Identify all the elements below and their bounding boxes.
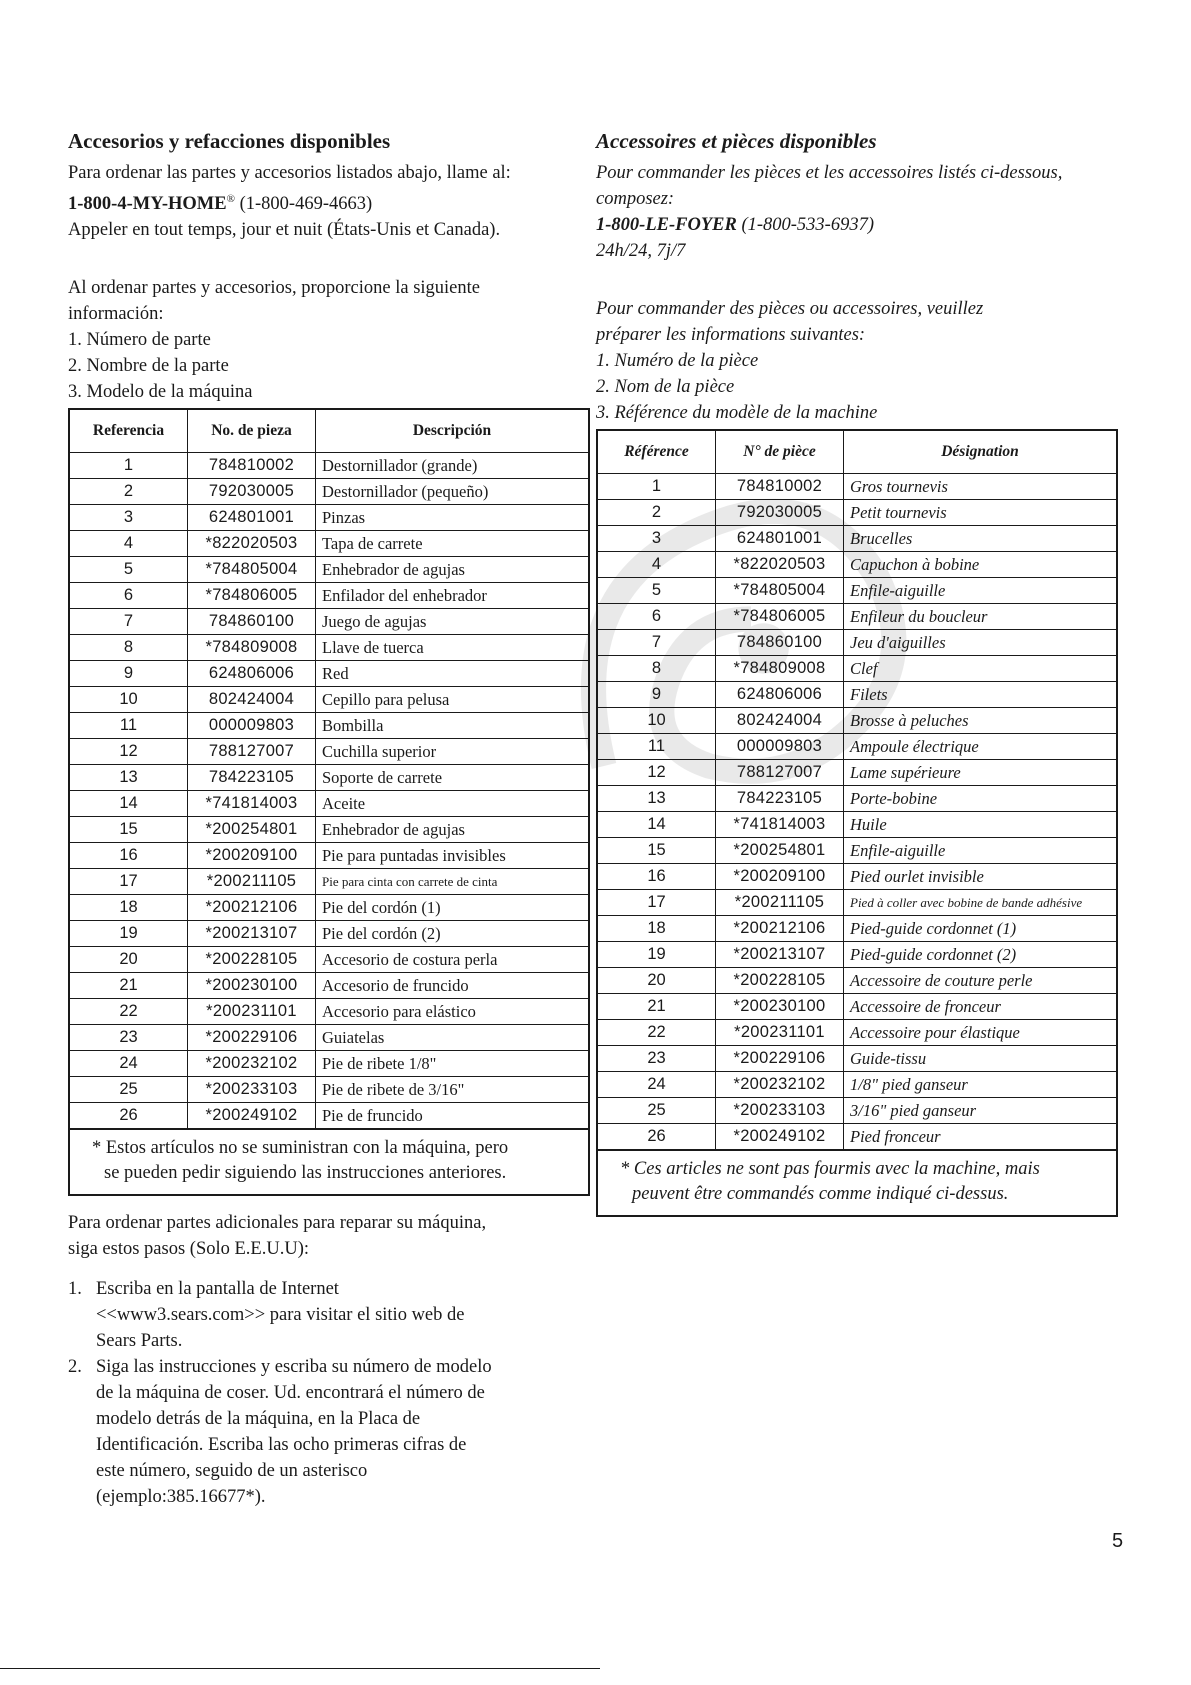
row-part-number: 624806006 — [716, 682, 844, 708]
table-row — [69, 479, 589, 505]
row-description: Guide-tissu — [844, 1046, 1118, 1072]
step-line: este número, seguido de un asterisco — [96, 1461, 368, 1482]
row-part-number: *200233103 — [716, 1098, 844, 1124]
table-row — [69, 635, 589, 661]
row-part-number: *784805004 — [716, 578, 844, 604]
row-part-number: *200233103 — [188, 1077, 316, 1103]
table-row — [69, 609, 589, 635]
row-part-number: *200230100 — [188, 973, 316, 999]
table-row — [597, 760, 1117, 786]
row-part-number: *200232102 — [716, 1072, 844, 1098]
right-order-line-1: Pour commander les pièces et les accessoires listés ci-dessous, — [596, 163, 1063, 183]
row-reference: 9 — [69, 661, 188, 687]
right-note — [596, 1151, 1118, 1217]
row-description: Cepillo para pelusa — [316, 687, 590, 713]
row-description: Pied ourlet invisible — [844, 864, 1118, 890]
row-description: Pie de ribete de 3/16" — [316, 1077, 590, 1103]
row-part-number: 624806006 — [188, 661, 316, 687]
table-row — [69, 1051, 589, 1077]
row-reference: 4 — [69, 531, 188, 557]
row-reference: 7 — [597, 630, 716, 656]
right-info-item: 1. Numéro de la pièce — [596, 351, 759, 371]
left-note — [68, 1130, 590, 1196]
row-reference: 20 — [597, 968, 716, 994]
steps-list — [68, 1276, 588, 1510]
row-part-number: *200254801 — [716, 838, 844, 864]
right-hours: 24h/24, 7j/7 — [596, 241, 686, 261]
table-row — [69, 947, 589, 973]
row-description: Pie de fruncido — [316, 1103, 590, 1130]
row-part-number: *200229106 — [188, 1025, 316, 1051]
table-row — [69, 1025, 589, 1051]
row-reference: 10 — [597, 708, 716, 734]
row-reference: 15 — [69, 817, 188, 843]
row-part-number: *784809008 — [188, 635, 316, 661]
row-description: Capuchon à bobine — [844, 552, 1118, 578]
left-table-body — [69, 453, 589, 1130]
row-reference: 12 — [597, 760, 716, 786]
row-reference: 11 — [69, 713, 188, 739]
right-info-intro-1: Pour commander des pièces ou accessoires, veuillez — [596, 299, 984, 319]
row-part-number: *200231101 — [188, 999, 316, 1025]
table-row — [597, 942, 1117, 968]
table-row — [597, 552, 1117, 578]
row-description: Brucelles — [844, 526, 1118, 552]
row-reference: 20 — [69, 947, 188, 973]
row-reference: 19 — [597, 942, 716, 968]
right-table-body — [597, 474, 1117, 1151]
left-info-item: 1. Número de parte — [68, 330, 211, 351]
row-description: Bombilla — [316, 713, 590, 739]
left-note-line-2: se pueden pedir siguiendo las instrucciones anteriores. — [104, 1163, 507, 1184]
row-description: Cuchilla superior — [316, 739, 590, 765]
left-phone-number: 1-800-4-MY-HOME — [68, 194, 227, 215]
row-part-number: *822020503 — [716, 552, 844, 578]
row-reference: 22 — [597, 1020, 716, 1046]
row-reference: 26 — [69, 1103, 188, 1130]
row-reference: 25 — [597, 1098, 716, 1124]
step-line: Siga las instrucciones y escriba su número de modelo — [96, 1357, 492, 1378]
row-reference: 13 — [69, 765, 188, 791]
table-row — [69, 557, 589, 583]
row-part-number: *784805004 — [188, 557, 316, 583]
row-description: Accessoire de fronceur — [844, 994, 1118, 1020]
row-description: Enfile-aiguille — [844, 838, 1118, 864]
row-part-number: *822020503 — [188, 531, 316, 557]
table-header: Désignation — [844, 430, 1118, 474]
table-row — [597, 708, 1117, 734]
row-reference: 17 — [69, 869, 188, 895]
table-row — [597, 656, 1117, 682]
row-description: Filets — [844, 682, 1118, 708]
row-description: Enfileur du boucleur — [844, 604, 1118, 630]
row-part-number: *200228105 — [188, 947, 316, 973]
right-phone-line — [596, 212, 1116, 238]
row-description: Pie para cinta con carrete de cinta — [316, 869, 590, 895]
left-info-item: 3. Modelo de la máquina — [68, 382, 253, 403]
right-info-intro-2: préparer les informations suivantes: — [596, 325, 866, 345]
table-header: Referencia — [69, 409, 188, 453]
row-description: Huile — [844, 812, 1118, 838]
steps-intro-2: siga estos pasos (Solo E.E.U.U): — [68, 1239, 309, 1260]
row-reference: 5 — [69, 557, 188, 583]
row-description: Clef — [844, 656, 1118, 682]
table-header: Descripción — [316, 409, 590, 453]
left-heading: Accesorios y refacciones disponibles — [68, 129, 391, 153]
row-reference: 6 — [597, 604, 716, 630]
right-info-item: 3. Référence du modèle de la machine — [596, 403, 878, 423]
row-description: Pied fronceur — [844, 1124, 1118, 1151]
table-row — [69, 739, 589, 765]
row-reference: 11 — [597, 734, 716, 760]
step-number: 1. — [68, 1279, 82, 1300]
row-reference: 14 — [597, 812, 716, 838]
row-part-number: 624801001 — [716, 526, 844, 552]
row-description: Petit tournevis — [844, 500, 1118, 526]
row-reference: 21 — [597, 994, 716, 1020]
right-phone-alt: (1-800-533-6937) — [736, 215, 874, 235]
left-column — [68, 128, 588, 1510]
table-row — [69, 531, 589, 557]
row-part-number: *200232102 — [188, 1051, 316, 1077]
row-reference: 23 — [69, 1025, 188, 1051]
row-description: Enhebrador de agujas — [316, 557, 590, 583]
table-row — [597, 500, 1117, 526]
row-reference: 9 — [597, 682, 716, 708]
row-part-number: *200249102 — [188, 1103, 316, 1130]
row-reference: 25 — [69, 1077, 188, 1103]
table-row — [69, 817, 589, 843]
table-row — [69, 843, 589, 869]
row-description: Enfile-aiguille — [844, 578, 1118, 604]
row-part-number: *200254801 — [188, 817, 316, 843]
row-reference: 16 — [597, 864, 716, 890]
row-description: Gros tournevis — [844, 474, 1118, 500]
row-part-number: *200213107 — [188, 921, 316, 947]
row-description: Jeu d'aiguilles — [844, 630, 1118, 656]
row-reference: 21 — [69, 973, 188, 999]
row-part-number: *200229106 — [716, 1046, 844, 1072]
left-phone-reg: ® — [226, 193, 235, 205]
row-reference: 15 — [597, 838, 716, 864]
left-parts-table — [68, 408, 590, 1130]
row-description: Enfilador del enhebrador — [316, 583, 590, 609]
row-reference: 18 — [597, 916, 716, 942]
table-row — [597, 682, 1117, 708]
left-info-item: 2. Nombre de la parte — [68, 356, 229, 377]
row-part-number: *200212106 — [716, 916, 844, 942]
table-row — [597, 994, 1117, 1020]
row-part-number: 784860100 — [716, 630, 844, 656]
table-row — [597, 812, 1117, 838]
row-reference: 19 — [69, 921, 188, 947]
table-row — [597, 786, 1117, 812]
table-row — [69, 713, 589, 739]
row-reference: 3 — [69, 505, 188, 531]
row-reference: 10 — [69, 687, 188, 713]
row-reference: 8 — [69, 635, 188, 661]
table-row — [69, 869, 589, 895]
row-part-number: 000009803 — [188, 713, 316, 739]
right-column — [596, 128, 1116, 1217]
row-part-number: 784223105 — [188, 765, 316, 791]
table-row — [597, 734, 1117, 760]
page-number: 5 — [1112, 1530, 1124, 1552]
table-row — [69, 453, 589, 479]
row-part-number: 792030005 — [188, 479, 316, 505]
table-row — [597, 916, 1117, 942]
table-row — [69, 1077, 589, 1103]
row-part-number: 784223105 — [716, 786, 844, 812]
row-part-number: 788127007 — [716, 760, 844, 786]
row-part-number: *200211105 — [188, 869, 316, 895]
row-description: Accesorio de fruncido — [316, 973, 590, 999]
row-reference: 1 — [597, 474, 716, 500]
step-number: 2. — [68, 1357, 82, 1378]
row-part-number: *200231101 — [716, 1020, 844, 1046]
table-header: No. de pieza — [188, 409, 316, 453]
table-row — [597, 474, 1117, 500]
left-phone-line — [68, 186, 588, 217]
left-order-line: Para ordenar las partes y accesorios listados abajo, llame al: — [68, 163, 511, 183]
row-part-number: 802424004 — [188, 687, 316, 713]
row-reference: 26 — [597, 1124, 716, 1151]
row-reference: 3 — [597, 526, 716, 552]
row-description: Pie del cordón (2) — [316, 921, 590, 947]
row-part-number: *200209100 — [716, 864, 844, 890]
left-phone-alt: (1-800-469-4663) — [234, 194, 373, 215]
row-part-number: *784809008 — [716, 656, 844, 682]
row-description: Accesorio de costura perla — [316, 947, 590, 973]
table-row — [597, 1046, 1117, 1072]
row-part-number: *200230100 — [716, 994, 844, 1020]
step-line: modelo detrás de la máquina, en la Placa de — [96, 1409, 421, 1430]
row-part-number: *784806005 — [188, 583, 316, 609]
row-part-number: *200228105 — [716, 968, 844, 994]
row-description: Porte-bobine — [844, 786, 1118, 812]
row-part-number: 802424004 — [716, 708, 844, 734]
row-reference: 16 — [69, 843, 188, 869]
row-part-number: *784806005 — [716, 604, 844, 630]
right-heading: Accessoires et pièces disponibles — [596, 129, 877, 153]
table-row — [69, 505, 589, 531]
row-reference: 4 — [597, 552, 716, 578]
row-part-number: *200249102 — [716, 1124, 844, 1151]
left-note-line-1: * Estos artículos no se suministran con la máquina, pero — [92, 1138, 509, 1159]
table-row — [69, 999, 589, 1025]
table-row — [597, 890, 1117, 916]
row-description: Aceite — [316, 791, 590, 817]
step-line: (ejemplo:385.16677*). — [96, 1487, 266, 1508]
bottom-rule — [0, 1668, 600, 1669]
right-order-line-2: composez: — [596, 189, 675, 209]
table-row — [69, 687, 589, 713]
row-reference: 24 — [69, 1051, 188, 1077]
table-row — [69, 895, 589, 921]
table-header: N° de pièce — [716, 430, 844, 474]
row-description: Guiatelas — [316, 1025, 590, 1051]
row-description: Pied-guide cordonnet (2) — [844, 942, 1118, 968]
row-reference: 12 — [69, 739, 188, 765]
step-line: Escriba en la pantalla de Internet — [96, 1279, 339, 1300]
row-reference: 18 — [69, 895, 188, 921]
row-description: Lame supérieure — [844, 760, 1118, 786]
table-row — [597, 1020, 1117, 1046]
row-part-number: 624801001 — [188, 505, 316, 531]
table-row — [597, 604, 1117, 630]
right-phone-number: 1-800-LE-FOYER — [596, 215, 737, 235]
table-row — [597, 838, 1117, 864]
table-row — [69, 1103, 589, 1130]
row-reference: 2 — [69, 479, 188, 505]
table-row — [69, 765, 589, 791]
table-row — [69, 661, 589, 687]
row-description: Enhebrador de agujas — [316, 817, 590, 843]
row-reference: 2 — [597, 500, 716, 526]
table-row — [597, 1124, 1117, 1151]
row-description: Pie de ribete 1/8" — [316, 1051, 590, 1077]
row-description: Accessoire pour élastique — [844, 1020, 1118, 1046]
left-info-intro-1: Al ordenar partes y accesorios, proporcione la siguiente — [68, 278, 480, 299]
row-part-number: *200209100 — [188, 843, 316, 869]
row-description: Pinzas — [316, 505, 590, 531]
row-description: Destornillador (grande) — [316, 453, 590, 479]
row-reference: 8 — [597, 656, 716, 682]
row-part-number: *200212106 — [188, 895, 316, 921]
row-description: Red — [316, 661, 590, 687]
row-reference: 7 — [69, 609, 188, 635]
row-part-number: 000009803 — [716, 734, 844, 760]
steps-intro-1: Para ordenar partes adicionales para reparar su máquina, — [68, 1213, 487, 1234]
row-part-number: 788127007 — [188, 739, 316, 765]
row-description: Ampoule électrique — [844, 734, 1118, 760]
row-part-number: 784860100 — [188, 609, 316, 635]
row-part-number: 784810002 — [716, 474, 844, 500]
row-description: Pied-guide cordonnet (1) — [844, 916, 1118, 942]
row-description: Pie para puntadas invisibles — [316, 843, 590, 869]
table-header: Référence — [597, 430, 716, 474]
step-item — [68, 1354, 588, 1510]
row-part-number: *741814003 — [716, 812, 844, 838]
right-note-line-1: * Ces articles ne sont pas fourmis avec la machine, mais — [620, 1159, 1040, 1179]
row-reference: 24 — [597, 1072, 716, 1098]
row-part-number: 792030005 — [716, 500, 844, 526]
row-part-number: *200211105 — [716, 890, 844, 916]
row-description: Pied à coller avec bobine de bande adhésive — [844, 890, 1118, 916]
row-description: Pie del cordón (1) — [316, 895, 590, 921]
row-reference: 14 — [69, 791, 188, 817]
table-row — [69, 791, 589, 817]
right-note-line-2: peuvent être commandés comme indiqué ci-dessus. — [632, 1184, 1009, 1204]
row-description: Brosse à peluches — [844, 708, 1118, 734]
row-description: 3/16" pied ganseur — [844, 1098, 1118, 1124]
row-part-number: *741814003 — [188, 791, 316, 817]
row-description: Accessoire de couture perle — [844, 968, 1118, 994]
row-description: Accesorio para elástico — [316, 999, 590, 1025]
row-reference: 1 — [69, 453, 188, 479]
table-row — [597, 578, 1117, 604]
table-row — [69, 583, 589, 609]
left-hours-line: Appeler en tout temps, jour et nuit (États-Unis et Canada). — [68, 220, 501, 241]
row-description: 1/8" pied ganseur — [844, 1072, 1118, 1098]
row-description: Llave de tuerca — [316, 635, 590, 661]
step-line: Identificación. Escriba las ocho primeras cifras de — [96, 1435, 467, 1456]
row-part-number: 784810002 — [188, 453, 316, 479]
left-info-intro-2: información: — [68, 304, 164, 325]
row-description: Soporte de carrete — [316, 765, 590, 791]
step-item — [68, 1276, 588, 1354]
row-reference: 17 — [597, 890, 716, 916]
table-row — [69, 973, 589, 999]
right-parts-table — [596, 429, 1118, 1151]
table-row — [597, 1072, 1117, 1098]
row-reference: 13 — [597, 786, 716, 812]
table-row — [69, 921, 589, 947]
table-row — [597, 968, 1117, 994]
row-description: Destornillador (pequeño) — [316, 479, 590, 505]
step-line: Sears Parts. — [96, 1331, 183, 1352]
table-row — [597, 526, 1117, 552]
right-info-item: 2. Nom de la pièce — [596, 377, 735, 397]
row-reference: 23 — [597, 1046, 716, 1072]
row-part-number: *200213107 — [716, 942, 844, 968]
row-reference: 22 — [69, 999, 188, 1025]
row-description: Tapa de carrete — [316, 531, 590, 557]
table-row — [597, 630, 1117, 656]
step-line: de la máquina de coser. Ud. encontrará el número de — [96, 1383, 485, 1404]
table-row — [597, 1098, 1117, 1124]
row-description: Juego de agujas — [316, 609, 590, 635]
row-reference: 6 — [69, 583, 188, 609]
table-row — [597, 864, 1117, 890]
row-reference: 5 — [597, 578, 716, 604]
step-line: <<www3.sears.com>> para visitar el sitio web de — [96, 1305, 465, 1326]
